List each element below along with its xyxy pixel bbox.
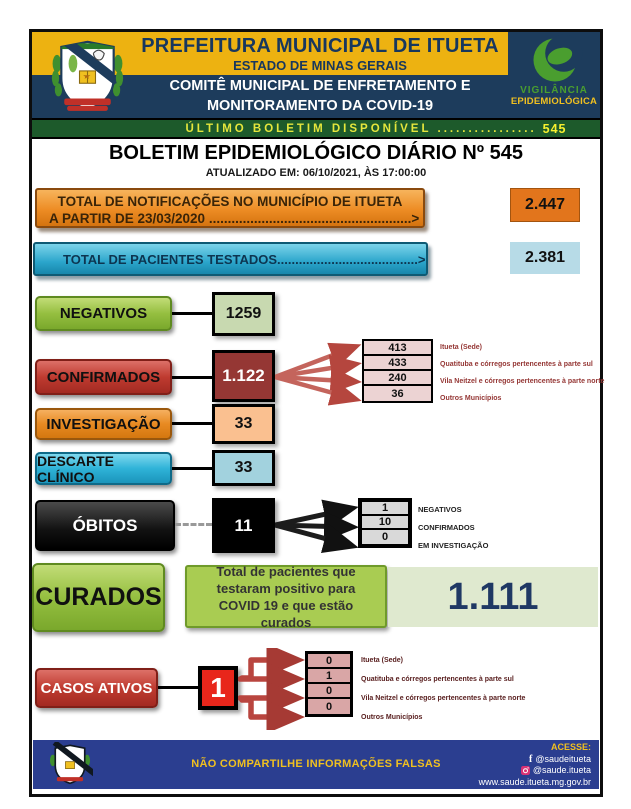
confirmados-label-box: CONFIRMADOS [35, 359, 172, 395]
breakdown-label: Itueta (Sede) [361, 656, 404, 664]
breakdown-value: 36 [364, 386, 431, 401]
notifications-value: 2.447 [510, 188, 580, 222]
descarte-connector [172, 467, 212, 470]
last-bulletin-number: 545 [542, 121, 567, 136]
municipality-title: PREFEITURA MUNICIPAL DE ITUETA [141, 35, 499, 57]
breakdown-value: 0 [308, 684, 350, 699]
committee-title [132, 76, 508, 116]
last-bulletin-bar [32, 118, 600, 139]
website-url: www.saude.itueta.mg.gov.br [478, 776, 591, 787]
breakdown-label: NEGATIVOS [418, 504, 462, 514]
epidemiology-eye-icon [510, 34, 598, 86]
breakdown-value: 0 [308, 654, 350, 669]
negativos-connector [172, 312, 212, 315]
itueta-coat-of-arms-icon [45, 36, 130, 116]
facebook-icon: f [528, 753, 533, 765]
notifications-bar [35, 188, 425, 228]
footer-warning: NÃO COMPARTILHE INFORMAÇÕES FALSAS [191, 758, 441, 770]
breakdown-label: Outros Municípios [440, 395, 502, 402]
bulletin-frame [29, 29, 603, 797]
casos-ativos-label-box: CASOS ATIVOS [35, 668, 158, 708]
notifications-line1: TOTAL DE NOTIFICAÇÕES NO MUNICÍPIO DE ITUETA [57, 194, 403, 209]
facebook-handle: @saudeitueta [535, 753, 591, 764]
descarte-clinico-value: 33 [212, 450, 275, 486]
footer-links [479, 742, 591, 788]
obitos-dashed-connector [175, 523, 212, 526]
breakdown-value: 433 [364, 356, 431, 371]
access-label: ACESSE: [550, 742, 591, 752]
breakdown-value: 1 [362, 502, 408, 516]
curados-description: Total de pacientes que testaram positivo para COVID 19 e que estão curados [185, 565, 387, 628]
breakdown-label: Itueta (Sede) [440, 344, 483, 351]
header [32, 32, 600, 118]
logo-line1: VIGILÂNCIA [520, 85, 588, 96]
breakdown-value: 413 [364, 341, 431, 356]
bulletin-updated-at: ATUALIZADO EM: 06/10/2021, ÀS 17:00:00 [205, 167, 427, 179]
breakdown-label: Vila Neitzel e córregos pertencentes à parte norte [361, 694, 526, 702]
obitos-value: 11 [212, 498, 275, 553]
state-subtitle: ESTADO DE MINAS GERAIS [233, 58, 407, 73]
breakdown-label: Vila Neitzel e córregos pertencentes à parte norte [440, 378, 605, 385]
committee-line2: MONITORAMENTO DA COVID-19 [206, 98, 434, 114]
tested-bar [33, 242, 428, 276]
bulletin-title: BOLETIM EPIDEMIOLÓGICO DIÁRIO Nº 545 [108, 142, 523, 164]
breakdown-label: Quatituba e córregos pertencentes à parte sul [440, 361, 593, 368]
investigacao-value: 33 [212, 404, 275, 444]
breakdown-label: Quatituba e córregos pertencentes à parte sul [361, 675, 514, 683]
breakdown-label: EM INVESTIGAÇÃO [418, 540, 489, 550]
breakdown-value: 0 [308, 699, 350, 714]
tested-label: TOTAL DE PACIENTES TESTADOS.......................................> [63, 251, 426, 267]
breakdown-label: Outros Municípios [361, 713, 423, 721]
casos-ativos-breakdown [305, 651, 353, 717]
breakdown-label: CONFIRMADOS [418, 522, 475, 532]
last-bulletin-label: ÚLTIMO BOLETIM DISPONÍVEL [185, 122, 432, 135]
obitos-fan-arrows [275, 498, 358, 554]
confirmados-connector [172, 376, 212, 379]
committee-line1: COMITÊ MUNICIPAL DE ENFRETAMENTO E [169, 78, 471, 94]
instagram-handle: @saude.itueta [532, 765, 591, 775]
last-bulletin-dots: ................ [437, 122, 537, 135]
investigacao-label-box: INVESTIGAÇÃO [35, 408, 172, 440]
breakdown-value: 240 [364, 371, 431, 386]
negativos-label-box: NEGATIVOS [35, 296, 172, 331]
curados-value: 1.111 [388, 567, 598, 627]
header-text [132, 32, 508, 118]
vigilancia-epidemiologica-logo [508, 32, 600, 118]
instagram-icon [521, 766, 530, 775]
obitos-breakdown [358, 498, 412, 548]
curados-label-box: CURADOS [32, 563, 165, 632]
breakdown-value: 10 [362, 516, 408, 530]
notifications-line2: A PARTIR DE 23/03/2020 ......................................................> [49, 211, 420, 226]
breakdown-value: 1 [308, 669, 350, 684]
descarte-clinico-label-box: DESCARTE CLÍNICO [35, 452, 172, 485]
casos-elbow-arrows [238, 648, 305, 730]
confirmados-breakdown [362, 339, 433, 403]
breakdown-value: 0 [362, 530, 408, 544]
footer [33, 740, 599, 789]
casos-connector [158, 686, 198, 689]
negativos-value: 1259 [212, 292, 275, 336]
confirmados-value: 1.122 [212, 350, 275, 402]
tested-value: 2.381 [510, 242, 580, 274]
confirmados-fan-arrows [275, 339, 362, 407]
logo-line2: EPIDEMIOLÓGICA [510, 96, 598, 107]
investigacao-connector [172, 422, 212, 425]
obitos-label-box: ÓBITOS [35, 500, 175, 551]
casos-ativos-value: 1 [198, 666, 238, 710]
